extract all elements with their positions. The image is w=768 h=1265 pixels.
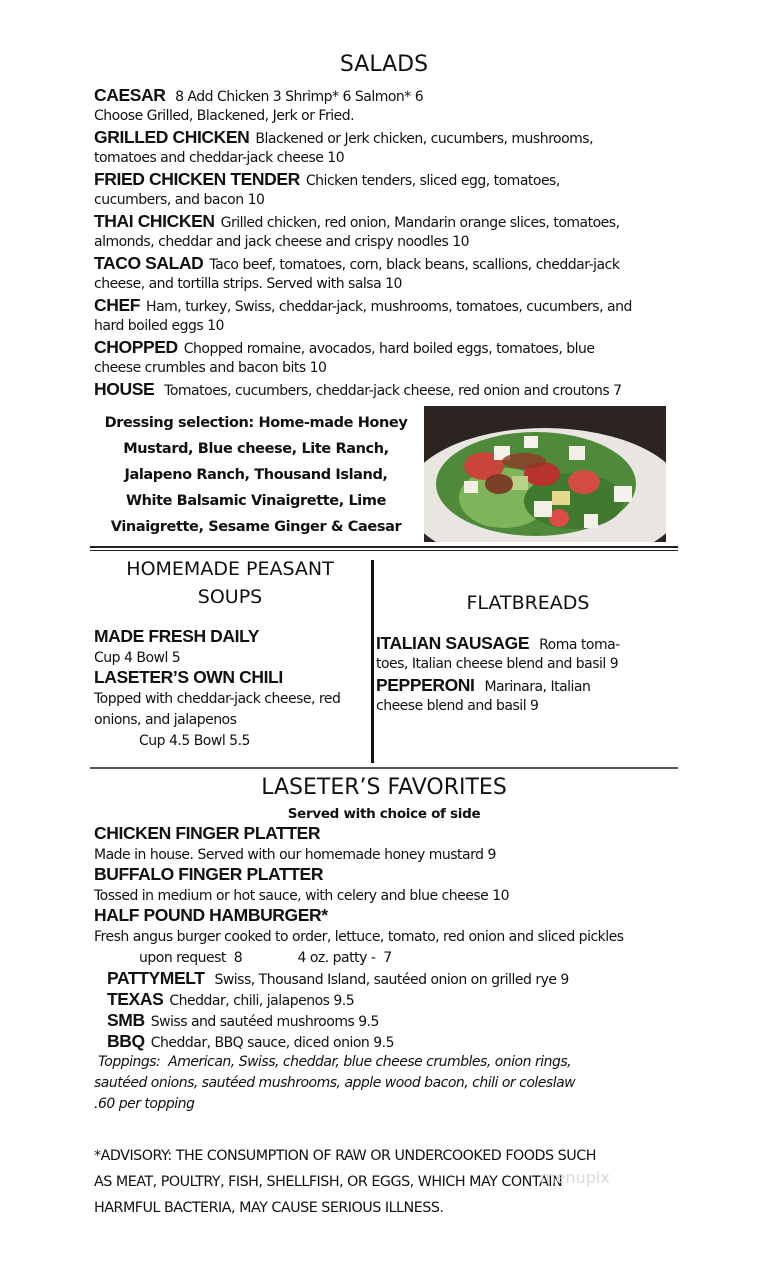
- toppings-price: [94, 1094, 194, 1115]
- dressing-line: White Balsamic Vinaigrette, Lime: [125, 493, 387, 509]
- item-desc: Ham, turkey, Swiss, cheddar-jack, mushrooms, tomatoes, cucumbers, and: [146, 299, 632, 315]
- item-desc: Cup 4 Bowl 5: [94, 650, 181, 666]
- menu-item-caesar: [94, 85, 423, 108]
- item-name: TACO SALAD: [94, 253, 204, 273]
- item-name: MADE FRESH DAILY: [94, 626, 260, 646]
- item-desc: onions, and jalapenos: [94, 712, 237, 728]
- item-desc: upon request 8 4 oz. patty - 7: [139, 950, 392, 966]
- dressing-line: Mustard, Blue cheese, Lite Ranch,: [123, 441, 389, 457]
- menu-item-desc-cont: [94, 274, 402, 295]
- item-desc: Chopped romaine, avocados, hard boiled eggs, tomatoes, blue: [183, 341, 595, 357]
- item-name: HOUSE: [94, 379, 155, 399]
- item-desc: Swiss and sautéed mushrooms 9.5: [150, 1014, 379, 1030]
- menu-item-desc-cont: [94, 927, 624, 948]
- item-desc: Swiss, Thousand Island, sautéed onion on grilled rye 9: [210, 972, 569, 988]
- item-name: LASETER’S OWN CHILI: [94, 667, 283, 687]
- menu-item-fried-chicken-tender: [94, 169, 560, 192]
- dressing-line: Jalapeno Ranch, Thousand Island,: [124, 467, 388, 483]
- section-divider-double: [90, 550, 678, 551]
- item-desc: Fresh angus burger cooked to order, lettuce, tomato, red onion and sliced pickles: [94, 929, 624, 945]
- item-name: PEPPERONI: [376, 675, 475, 695]
- advisory-line: *ADVISORY: THE CONSUMPTION OF RAW OR UNDERCOOKED FOODS SUCH: [94, 1148, 596, 1164]
- item-desc: hard boiled eggs 10: [94, 318, 224, 334]
- item-desc: Made in house. Served with our homemade honey mustard 9: [94, 847, 496, 863]
- menu-item-desc-cont: [94, 190, 264, 211]
- item-desc: Taco beef, tomatoes, corn, black beans, scallions, cheddar-jack: [209, 257, 620, 273]
- item-desc: Cheddar, BBQ sauce, diced onion 9.5: [150, 1035, 395, 1051]
- item-desc: Blackened or Jerk chicken, cucumbers, mushrooms,: [255, 131, 594, 147]
- menu-item-desc-cont: [376, 696, 538, 717]
- menu-item-buffalo-finger-platter: [94, 864, 329, 887]
- toppings-line: [94, 1073, 575, 1094]
- dressing-line: Dressing selection: Home-made Honey: [104, 415, 408, 431]
- toppings-text: .60 per topping: [94, 1096, 195, 1112]
- dressing-line: Vinaigrette, Sesame Ginger & Caesar: [110, 519, 402, 535]
- menu-item-caesar-note: [94, 106, 354, 127]
- watermark: menupix: [540, 1168, 610, 1187]
- toppings-text: sautéed onions, sautéed mushrooms, apple wood bacon, chili or coleslaw: [94, 1075, 576, 1091]
- advisory-line: HARMFUL BACTERIA, MAY CAUSE SERIOUS ILLNESS.: [94, 1200, 444, 1216]
- item-desc: cheese crumbles and bacon bits 10: [94, 360, 327, 376]
- menu-item-pepperoni: [376, 675, 590, 698]
- item-name: HALF POUND HAMBURGER*: [94, 905, 328, 925]
- soups-title-line: SOUPS: [197, 586, 263, 608]
- item-desc: Grilled chicken, red onion, Mandarin orange slices, tomatoes,: [220, 215, 620, 231]
- item-desc: tomatoes and cheddar-jack cheese 10: [94, 150, 345, 166]
- item-name: PATTYMELT: [107, 968, 205, 988]
- menu-item-thai-chicken: [94, 211, 620, 234]
- menu-item-bbq: [107, 1031, 394, 1054]
- item-desc: Tossed in medium or hot sauce, with celery and blue cheese 10: [94, 888, 510, 904]
- item-name: SMB: [107, 1010, 145, 1030]
- menu-item-desc-cont: [94, 316, 224, 337]
- item-name: THAI CHICKEN: [94, 211, 215, 231]
- item-desc: almonds, cheddar and jack cheese and crispy noodles 10: [94, 234, 470, 250]
- item-name: CHICKEN FINGER PLATTER: [94, 823, 321, 843]
- soups-title: [90, 555, 370, 611]
- item-name: BUFFALO FINGER PLATTER: [94, 864, 324, 884]
- menu-item-lasseters-chili: [94, 667, 289, 690]
- item-desc: Roma toma-: [535, 637, 620, 653]
- column-divider: [371, 560, 374, 763]
- menu-item-desc-cont: [94, 232, 469, 253]
- item-name: CAESAR: [94, 85, 166, 105]
- favorites-subtitle: Served with choice of side: [287, 806, 481, 822]
- menu-item-made-fresh-daily: [94, 626, 265, 649]
- item-desc: Choose Grilled, Blackened, Jerk or Fried.: [94, 108, 355, 124]
- menu-item-italian-sausage: [376, 633, 620, 656]
- menu-item-house: [94, 379, 622, 402]
- item-desc: Chicken tenders, sliced egg, tomatoes,: [305, 173, 560, 189]
- item-desc: toes, Italian cheese blend and basil 9: [376, 656, 619, 672]
- salad-illustration-icon: [424, 406, 666, 542]
- dressing-selection: [96, 410, 416, 540]
- salad-photo: [424, 406, 666, 542]
- menu-item-desc-cont: [94, 148, 344, 169]
- favorites-title: LASETER’S FAVORITES: [261, 775, 507, 800]
- item-name: BBQ: [107, 1031, 145, 1051]
- item-desc: cucumbers, and bacon 10: [94, 192, 265, 208]
- menu-item-chicken-finger-platter: [94, 823, 326, 846]
- menu-item-grilled-chicken: [94, 127, 593, 150]
- menu-item-desc-cont: [139, 948, 392, 969]
- menu-item-chopped: [94, 337, 595, 360]
- menu-item-smb: [107, 1010, 379, 1033]
- item-name: CHOPPED: [94, 337, 178, 357]
- item-desc: Marinara, Italian: [480, 679, 591, 695]
- menu-item-taco-salad: [94, 253, 619, 276]
- item-name: ITALIAN SAUSAGE: [376, 633, 530, 653]
- toppings-line: [94, 1052, 571, 1073]
- menu-item-desc-cont: [94, 358, 326, 379]
- item-desc: Cup 4.5 Bowl 5.5: [139, 733, 250, 749]
- soups-title-line: HOMEMADE PEASANT: [126, 558, 334, 580]
- item-name: GRILLED CHICKEN: [94, 127, 250, 147]
- item-desc: cheese blend and basil 9: [376, 698, 539, 714]
- item-desc: cheese, and tortilla strips. Served with salsa 10: [94, 276, 402, 292]
- section-divider-double: [90, 546, 678, 548]
- flatbreads-title: FLATBREADS: [466, 592, 590, 614]
- menu-item-desc-cont: [94, 648, 180, 669]
- advisory-line: AS MEAT, POULTRY, FISH, SHELLFISH, OR EGGS, WHICH MAY CONTAIN: [94, 1174, 563, 1190]
- menu-item-texas: [107, 989, 354, 1012]
- item-desc: 8 Add Chicken 3 Shrimp* 6 Salmon* 6: [175, 89, 424, 105]
- item-name: FRIED CHICKEN TENDER: [94, 169, 300, 189]
- menu-item-pattymelt: [107, 968, 569, 991]
- item-name: TEXAS: [107, 989, 164, 1009]
- menu-item-desc-cont: [139, 731, 250, 752]
- salads-title: SALADS: [339, 52, 429, 77]
- menu-item-half-pound-hamburger: [94, 905, 334, 928]
- item-desc: Tomatoes, cucumbers, cheddar-jack cheese, red onion and croutons 7: [160, 383, 622, 399]
- item-desc: Topped with cheddar-jack cheese, red: [94, 691, 341, 707]
- section-divider: [90, 767, 678, 769]
- menu-item-desc-cont: [94, 710, 236, 731]
- menu-item-desc-cont: [94, 689, 340, 710]
- item-desc: Cheddar, chili, jalapenos 9.5: [169, 993, 355, 1009]
- menu-item-desc-cont: [94, 886, 509, 907]
- item-name: CHEF: [94, 295, 141, 315]
- menu-item-desc-cont: [94, 845, 496, 866]
- menu-item-chef: [94, 295, 632, 318]
- toppings-text: Toppings: American, Swiss, cheddar, blue cheese crumbles, onion rings,: [94, 1054, 572, 1070]
- menu-item-desc-cont: [376, 654, 618, 675]
